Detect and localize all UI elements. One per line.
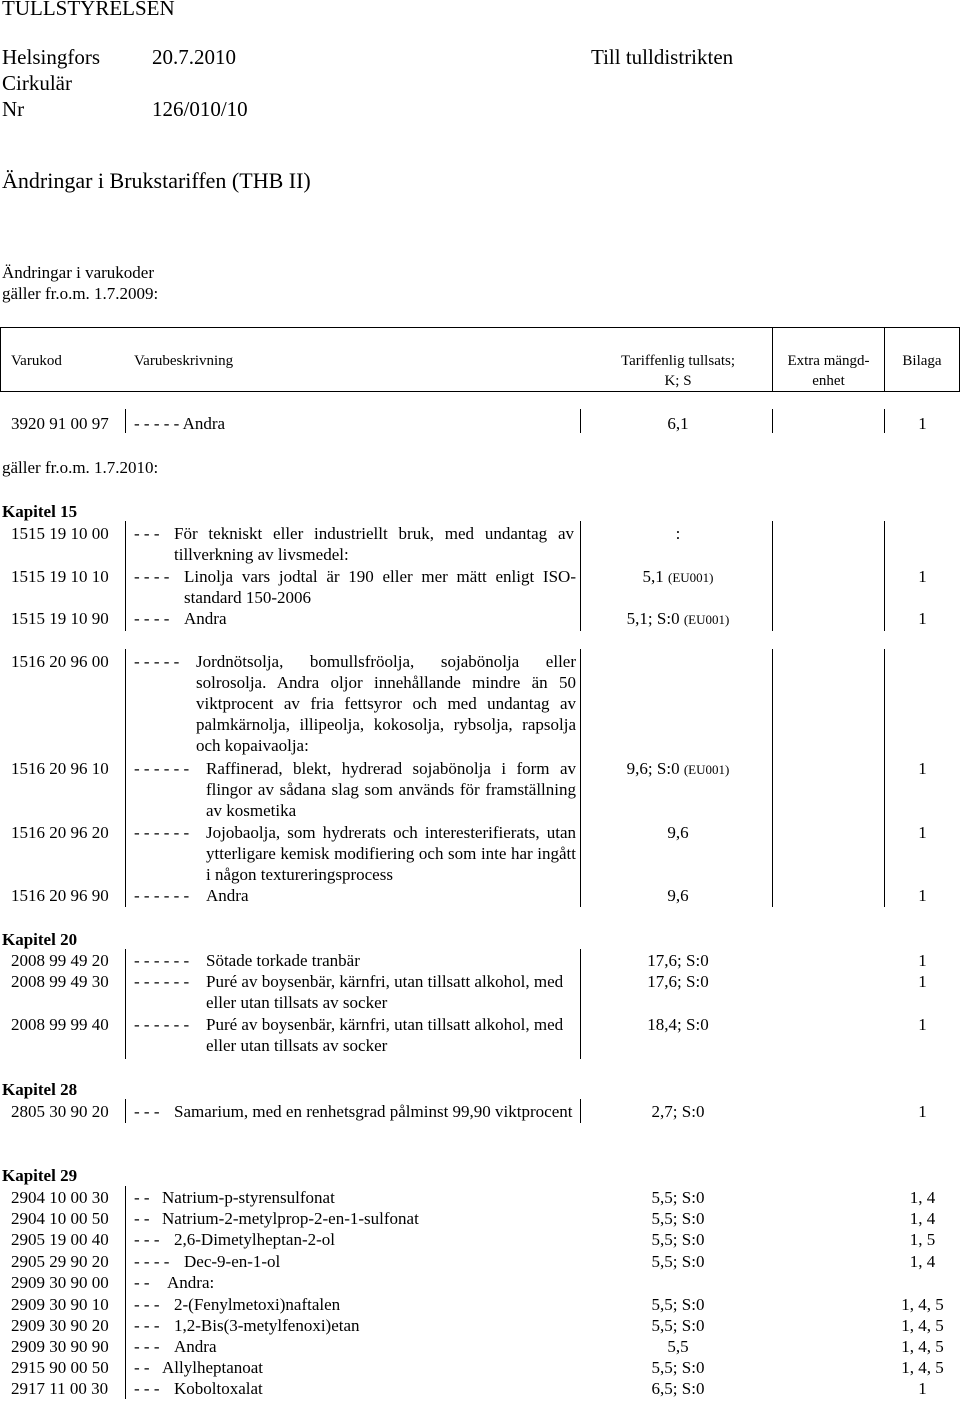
- row-code: 2008 99 49 20: [11, 951, 109, 970]
- row-rate: 6,5; S:0: [651, 1379, 705, 1398]
- row-desc: 1,2-Bis(3-metylfenoxi)etan: [174, 1316, 360, 1335]
- validity-2010: gäller fr.o.m. 1.7.2010:: [2, 458, 159, 477]
- row-code: 2915 90 00 50: [11, 1358, 109, 1377]
- row-bilaga: 1: [918, 1102, 927, 1121]
- doc-type: Cirkulär: [2, 71, 72, 95]
- row-desc: Allylheptanoat: [162, 1358, 264, 1377]
- chapter-heading: Kapitel 28: [2, 1080, 78, 1099]
- row-rate: 5,5; S:0: [651, 1295, 705, 1314]
- row-desc: Linolja vars jodtal är 190 eller mer mätt enligt ISO-standard 150-2006: [184, 567, 576, 607]
- row-desc: Andra: [206, 886, 249, 905]
- row-code: 1515 19 10 90: [11, 609, 109, 628]
- row-dash: - - - -: [134, 1252, 170, 1271]
- row-bilaga: 1, 4, 5: [901, 1295, 944, 1314]
- row-rate: 5,5: [667, 1337, 689, 1356]
- row-bilaga: 1: [918, 1379, 927, 1398]
- row-bilaga: 1: [918, 886, 927, 905]
- row-dash: - - -: [134, 1316, 160, 1335]
- agency-name: TULLSTYRELSEN: [2, 0, 175, 20]
- row-code: 1515 19 10 10: [11, 567, 109, 586]
- row-rate: :: [675, 524, 681, 543]
- row-rate: 2,7; S:0: [651, 1102, 705, 1121]
- row-code: 1516 20 96 00: [11, 652, 109, 671]
- subtitle: Ändringar i varukoder: [2, 263, 155, 282]
- row-dash: - - -: [134, 1102, 160, 1121]
- row-code: 1516 20 96 10: [11, 759, 109, 778]
- chapter-heading: Kapitel 15: [2, 502, 78, 521]
- row-rate: 5,5; S:0: [651, 1188, 705, 1207]
- row-dash: - - - - - -: [134, 1015, 190, 1034]
- row-code: 2909 30 90 00: [11, 1273, 109, 1292]
- row-code: 3920 91 00 97: [11, 414, 109, 433]
- row-rate: 5,1; S:0 (EU001): [626, 609, 730, 628]
- row-rate: 6,1: [667, 414, 689, 433]
- row-desc: Puré av boysenbär, kärnfri, utan tillsatt alkohol, med eller utan tillsats av socker: [206, 1015, 564, 1055]
- row-code: 1516 20 96 90: [11, 886, 109, 905]
- city: Helsingfors: [2, 45, 100, 69]
- nr-value: 126/010/10: [152, 97, 248, 121]
- header-tariff-2: K; S: [664, 373, 692, 389]
- chapter-heading: Kapitel 20: [2, 930, 78, 949]
- row-code: 2905 29 90 20: [11, 1252, 109, 1271]
- row-dash: - -: [134, 1358, 150, 1377]
- row-desc: Jordnötsolja, bomullsfröolja, sojabönolja eller solrosolja. Andra oljor innehållande mindre än 50 viktprocent av fria fettsyror och med undantag av palmkärnolja, illipeolja, kokosolja, rybsolja, rapsolja och kopaivaolja:: [196, 652, 576, 755]
- row-code: 2909 30 90 90: [11, 1337, 109, 1356]
- row-bilaga: 1, 4, 5: [901, 1337, 944, 1356]
- header-extra-2: enhet: [812, 373, 845, 389]
- row-code: 2904 10 00 50: [11, 1209, 109, 1228]
- row-dash: - - - - - -: [134, 972, 190, 991]
- row-dash: - - - - - -: [134, 823, 190, 842]
- row-rate: 5,5; S:0: [651, 1230, 705, 1249]
- row-bilaga: 1: [918, 609, 927, 628]
- row-desc: Dec-9-en-1-ol: [184, 1252, 281, 1271]
- nr-label: Nr: [2, 97, 25, 121]
- row-rate: 17,6; S:0: [647, 951, 709, 970]
- column-rule: [125, 1099, 126, 1123]
- row-rate: 9,6: [667, 823, 689, 842]
- row-code: 2905 19 00 40: [11, 1230, 109, 1249]
- row-dash: - - - -: [134, 609, 170, 628]
- row-dash: - -: [134, 1209, 150, 1228]
- row-bilaga: 1: [918, 1015, 927, 1034]
- row-desc: Natrium-p-styrensulfonat: [162, 1188, 335, 1207]
- row-code: 1515 19 10 00: [11, 524, 109, 543]
- row-code: 2904 10 00 30: [11, 1188, 109, 1207]
- row-desc: Raffinerad, blekt, hydrerad sojabönolja i form av flingor av sådana slag som används för framställning av kosmetika: [206, 759, 576, 820]
- row-desc: Koboltoxalat: [174, 1379, 263, 1398]
- row-desc: Samarium, med en renhetsgrad pålminst 99,90 viktprocent: [174, 1102, 573, 1121]
- row-code: 2008 99 49 30: [11, 972, 109, 991]
- row-bilaga: 1: [918, 414, 927, 433]
- row-bilaga: 1, 4: [909, 1252, 936, 1271]
- date: 20.7.2010: [152, 45, 236, 69]
- row-dash: - - - -: [134, 567, 170, 586]
- column-rule: [580, 1099, 581, 1123]
- row-bilaga: 1, 4: [909, 1209, 936, 1228]
- validity-2009: gäller fr.o.m. 1.7.2009:: [2, 284, 159, 303]
- row-code: 2805 30 90 20: [11, 1102, 109, 1121]
- row-bilaga: 1, 5: [909, 1230, 936, 1249]
- header-bilaga: Bilaga: [902, 353, 942, 369]
- row-code: 2008 99 99 40: [11, 1015, 109, 1034]
- row-rate: 9,6: [667, 886, 689, 905]
- header-varukod: Varukod: [11, 353, 62, 369]
- row-dash: - - - - - -: [134, 951, 190, 970]
- row-dash: - - - - - -: [134, 759, 190, 778]
- chapter-heading: Kapitel 29: [2, 1166, 78, 1185]
- row-dash: - - -: [134, 524, 160, 543]
- row-bilaga: 1: [918, 823, 927, 842]
- row-dash: - - -: [134, 1379, 160, 1398]
- row-rate: 5,5; S:0: [651, 1252, 705, 1271]
- row-rate: 5,1 (EU001): [642, 567, 714, 586]
- row-dash: - - -: [134, 1230, 160, 1249]
- header-tariff-1: Tariffenlig tullsats;: [620, 353, 736, 369]
- row-rate: 17,6; S:0: [647, 972, 709, 991]
- row-desc: - - - - - Andra: [134, 414, 226, 433]
- row-desc: Sötade torkade tranbär: [206, 951, 360, 970]
- row-code: 2909 30 90 10: [11, 1295, 109, 1314]
- row-dash: - - - - - -: [134, 886, 190, 905]
- row-code: 2909 30 90 20: [11, 1316, 109, 1335]
- row-rate: 18,4; S:0: [647, 1015, 709, 1034]
- row-bilaga: 1: [918, 567, 927, 586]
- row-desc: Andra:: [167, 1273, 215, 1292]
- header-varubeskrivning: Varubeskrivning: [134, 353, 234, 369]
- row-bilaga: 1, 4, 5: [901, 1316, 944, 1335]
- row-desc: För tekniskt eller industriellt bruk, med undantag av tillverkning av livsmedel:: [174, 524, 574, 564]
- row-code: 1516 20 96 20: [11, 823, 109, 842]
- row-rate: 5,5; S:0: [651, 1316, 705, 1335]
- row-desc: Puré av boysenbär, kärnfri, utan tillsatt alkohol, med eller utan tillsats av socker: [206, 972, 564, 1012]
- column-rule: [125, 949, 126, 1059]
- header-extra-1: Extra mängd-: [787, 353, 870, 369]
- row-dash: - - - - -: [134, 652, 180, 671]
- recipient: Till tulldistrikten: [591, 45, 734, 69]
- row-bilaga: 1, 4, 5: [901, 1358, 944, 1377]
- row-rate: 9,6; S:0 (EU001): [626, 759, 730, 778]
- row-desc: Jojobaolja, som hydrerats och interesterifierats, utan ytterligare kemisk modifiering och som inte har ingått i någon textureringsprocess: [206, 823, 576, 884]
- row-desc: 2,6-Dimetylheptan-2-ol: [174, 1230, 335, 1249]
- row-dash: - - -: [134, 1337, 160, 1356]
- page-title: Ändringar i Brukstariffen (THB II): [2, 168, 311, 193]
- row-bilaga: 1, 4: [909, 1188, 936, 1207]
- row-desc: Natrium-2-metylprop-2-en-1-sulfonat: [162, 1209, 419, 1228]
- column-rule: [125, 1186, 126, 1399]
- row-desc: Andra: [174, 1337, 217, 1356]
- row-dash: - -: [134, 1188, 150, 1207]
- row-desc: Andra: [184, 609, 227, 628]
- row-code: 2917 11 00 30: [11, 1379, 109, 1398]
- row-dash: - - -: [134, 1295, 160, 1314]
- row-rate: 5,5; S:0: [651, 1209, 705, 1228]
- row-bilaga: 1: [918, 972, 927, 991]
- row-desc: 2-(Fenylmetoxi)naftalen: [174, 1295, 341, 1314]
- row-rate: 5,5; S:0: [651, 1358, 705, 1377]
- row-bilaga: 1: [918, 951, 927, 970]
- row-bilaga: 1: [918, 759, 927, 778]
- row-dash: - -: [134, 1273, 150, 1292]
